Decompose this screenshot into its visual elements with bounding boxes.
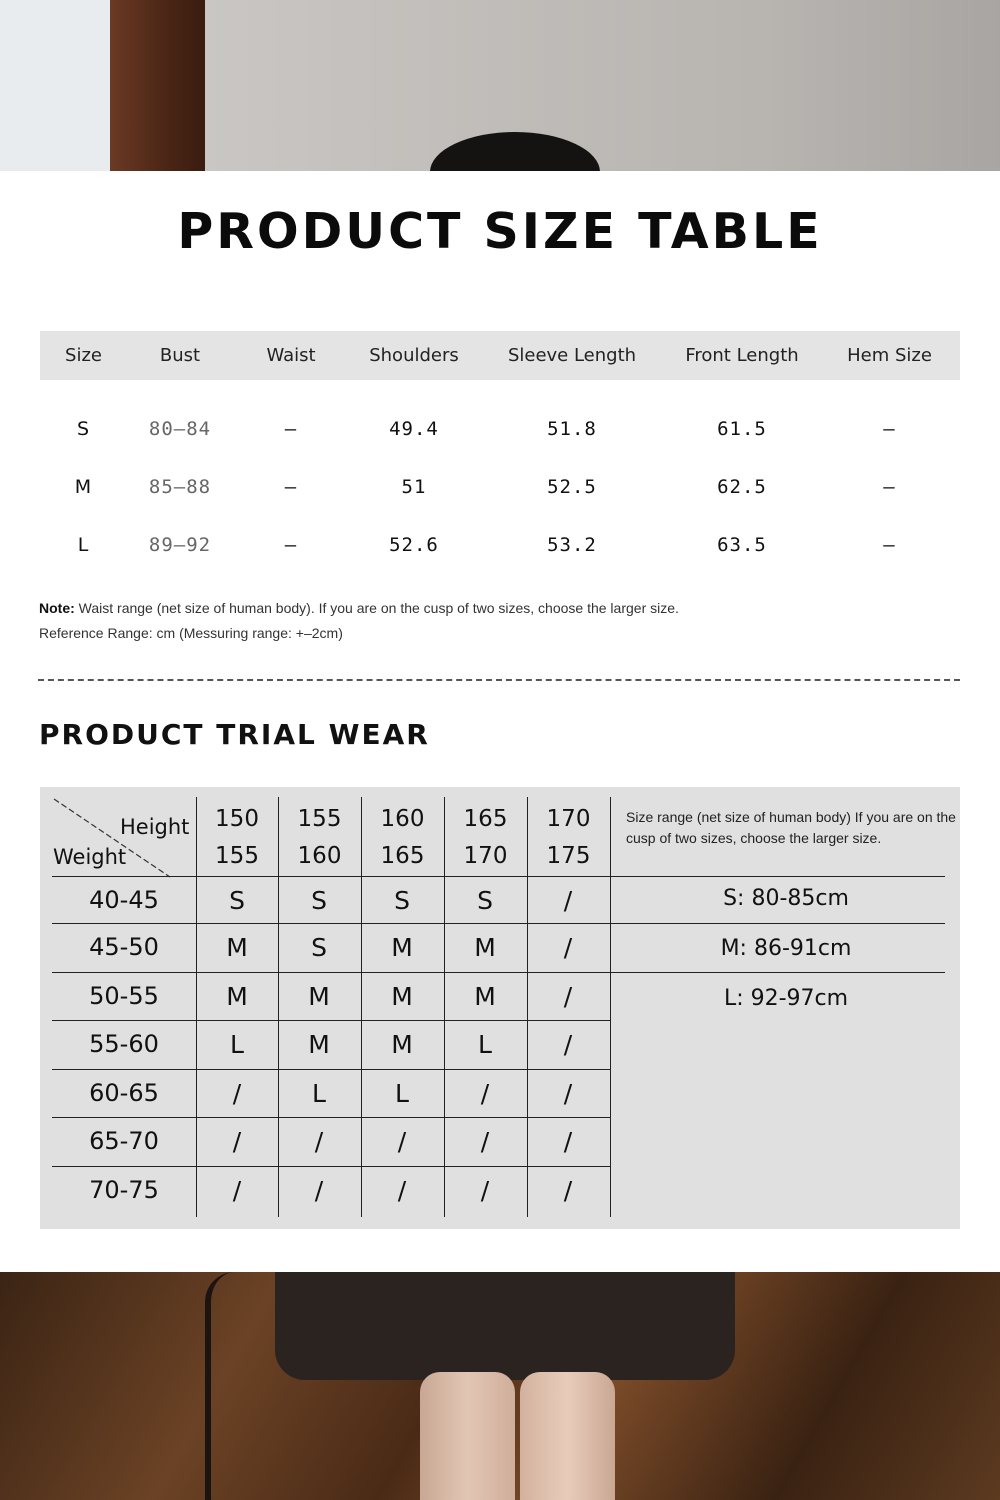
size-cell: M: [308, 1030, 330, 1059]
note-text: Waist range (net size of human body). If you are on the cusp of two sizes, choose the larger size.: [74, 600, 679, 616]
size-cell: /: [563, 933, 573, 962]
size-cell: M: [391, 933, 413, 962]
header-front-length: Front Length: [685, 345, 799, 366]
corner-weight-label: Weight: [53, 845, 127, 869]
height-header: [527, 801, 610, 875]
size-cell: M: [226, 933, 248, 962]
note-label: Note:: [39, 600, 75, 616]
size-cell: M: [226, 982, 248, 1011]
trial-wear-table: [40, 787, 960, 1229]
cell-bust: 89–92: [148, 534, 212, 556]
size-cell: L: [230, 1030, 244, 1059]
grid-line: [52, 1069, 610, 1070]
size-cell: /: [232, 1176, 242, 1205]
corner-height-label: Height: [120, 815, 190, 839]
cell-sleeve-length: 51.8: [547, 418, 597, 440]
size-cell: /: [563, 1079, 573, 1108]
height-from: 155: [297, 806, 342, 832]
size-cell: S: [477, 886, 493, 915]
height-from: 150: [215, 806, 259, 832]
size-range-l: L: 92-97cm: [723, 986, 849, 1011]
dashed-divider: [38, 679, 960, 681]
grid-line: [52, 1166, 610, 1167]
height-to: 170: [463, 843, 508, 869]
size-cell: /: [480, 1176, 490, 1205]
cell-size: S: [76, 418, 91, 440]
size-cell: M: [391, 982, 413, 1011]
size-cell: /: [232, 1127, 242, 1156]
cell-shoulders: 51: [401, 476, 427, 498]
grid-line: [52, 972, 945, 973]
header-shoulders: Shoulders: [369, 345, 459, 366]
table-row: [40, 400, 960, 458]
weight-label: 50-55: [89, 982, 159, 1010]
cell-sleeve-length: 52.5: [547, 476, 597, 498]
size-cell: /: [480, 1079, 490, 1108]
size-cell: /: [480, 1127, 490, 1156]
weight-label: 40-45: [89, 886, 159, 914]
trial-wear-title: PRODUCT TRIAL WEAR: [39, 718, 430, 751]
size-cell: /: [397, 1176, 407, 1205]
reference-range-text: Reference Range: cm (Messuring range: +–2cm): [39, 625, 343, 641]
size-cell: M: [474, 982, 496, 1011]
size-range-s: S: 80-85cm: [723, 886, 849, 911]
cell-front-length: 61.5: [717, 418, 767, 440]
size-cell: M: [391, 1030, 413, 1059]
size-cell: /: [563, 1127, 573, 1156]
grid-line: [52, 1117, 610, 1118]
size-cell: /: [563, 1030, 573, 1059]
table-row: [40, 516, 960, 574]
header-waist: Waist: [266, 345, 316, 366]
height-from: 170: [546, 806, 591, 832]
size-note: [39, 596, 679, 646]
size-range-m: M: 86-91cm: [720, 936, 852, 961]
model-photo-top: [0, 0, 1000, 171]
height-to: 165: [380, 843, 425, 869]
height-from: 160: [380, 806, 425, 832]
cell-hem-size: –: [883, 534, 896, 556]
size-cell: S: [311, 886, 327, 915]
cell-waist: –: [284, 418, 298, 440]
height-to: 160: [297, 843, 342, 869]
cell-bust: 85–88: [148, 476, 212, 498]
cell-front-length: 63.5: [717, 534, 767, 556]
size-cell: M: [308, 982, 330, 1011]
weight-label: 70-75: [89, 1176, 159, 1204]
size-cell: /: [314, 1127, 324, 1156]
weight-label: 55-60: [89, 1030, 159, 1058]
cell-hem-size: –: [883, 476, 896, 498]
height-header: [278, 801, 361, 875]
grid-line: [52, 876, 945, 877]
size-cell: S: [229, 886, 245, 915]
height-to: 155: [215, 843, 259, 869]
table-row: [40, 458, 960, 516]
height-from: 165: [463, 806, 508, 832]
size-cell: S: [311, 933, 327, 962]
size-range-note: Size range (net size of human body) If you are on the cusp of two sizes, choose the larger size.: [626, 809, 956, 846]
size-cell: /: [397, 1127, 407, 1156]
header-bust: Bust: [159, 345, 201, 366]
weight-label: 45-50: [89, 933, 159, 961]
size-table: [40, 331, 960, 574]
header-sleeve-length: Sleeve Length: [507, 345, 637, 366]
page-title: PRODUCT SIZE TABLE: [177, 203, 823, 260]
grid-line: [52, 1020, 610, 1021]
cell-front-length: 62.5: [717, 476, 767, 498]
size-table-header: [40, 331, 960, 380]
size-cell: L: [395, 1079, 409, 1108]
height-header: [361, 801, 444, 875]
model-photo-bottom: [0, 1272, 1000, 1500]
size-cell: /: [563, 886, 573, 915]
size-cell: /: [232, 1079, 242, 1108]
size-cell: L: [478, 1030, 492, 1059]
cell-size: L: [77, 534, 90, 556]
cell-bust: 80–84: [148, 418, 212, 440]
cell-sleeve-length: 53.2: [547, 534, 597, 556]
size-cell: /: [563, 982, 573, 1011]
size-cell: M: [474, 933, 496, 962]
cell-shoulders: 52.6: [389, 534, 439, 556]
cell-size: M: [74, 476, 93, 498]
height-header: [444, 801, 527, 875]
cell-hem-size: –: [883, 418, 896, 440]
size-cell: /: [563, 1176, 573, 1205]
height-to: 175: [546, 843, 591, 869]
weight-label: 60-65: [89, 1079, 159, 1107]
header-hem-size: Hem Size: [847, 345, 932, 366]
cell-waist: –: [284, 476, 298, 498]
size-cell: L: [312, 1079, 326, 1108]
size-cell: S: [394, 886, 410, 915]
header-size: Size: [65, 345, 102, 366]
grid-line: [52, 923, 945, 924]
weight-label: 65-70: [89, 1127, 159, 1155]
cell-waist: –: [284, 534, 298, 556]
size-cell: /: [314, 1176, 324, 1205]
height-header: [196, 801, 278, 875]
cell-shoulders: 49.4: [389, 418, 439, 440]
